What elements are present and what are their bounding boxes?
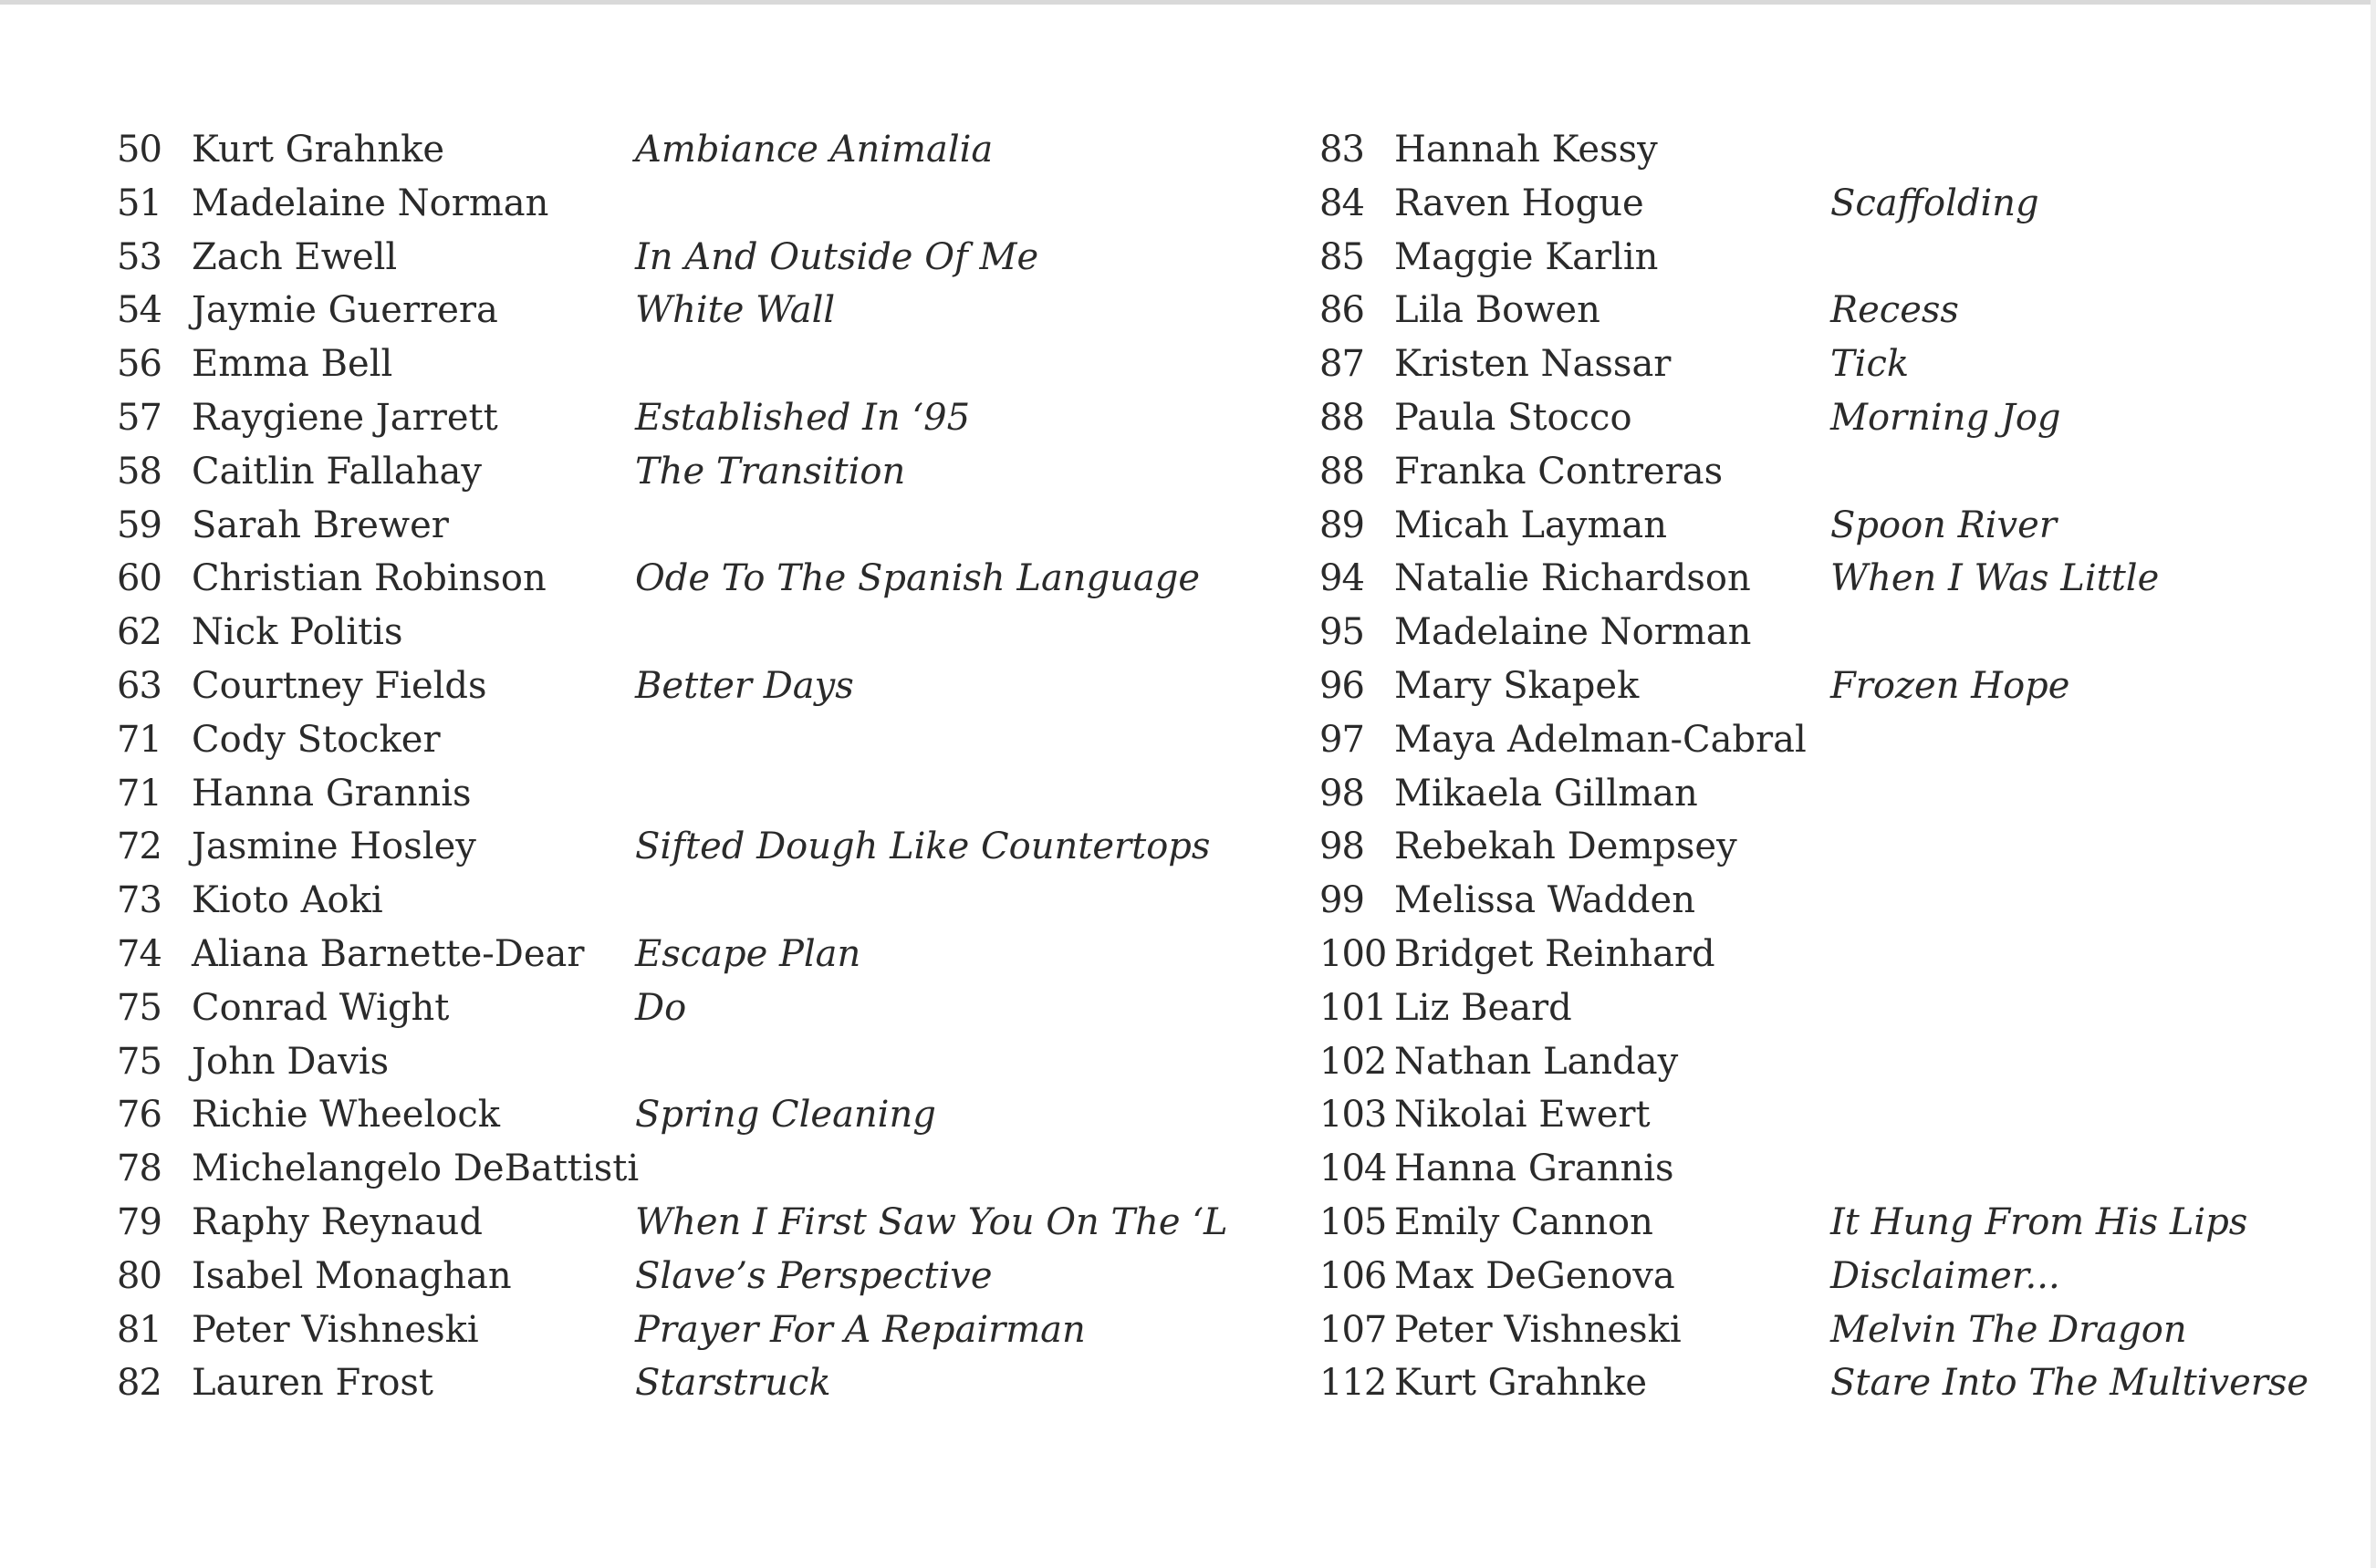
author-name: Caitlin Fallahay [192,450,482,493]
page-number: 56 [117,343,162,386]
author-name: Kurt Grahnke [192,129,445,171]
page-number: 98 [1319,826,1364,868]
page-number: 79 [117,1200,162,1243]
page-number: 72 [117,826,162,868]
page-number: 85 [1319,235,1364,278]
work-title: Tick [1830,343,1910,386]
work-title: Slave’s Perspective [635,1254,993,1297]
page-number: 98 [1319,772,1364,815]
author-name: Emily Cannon [1394,1200,1653,1243]
page-number: 95 [1319,611,1364,654]
page-number: 105 [1319,1200,1387,1243]
page-number: 81 [117,1308,162,1351]
author-name: Hanna Grannis [192,772,472,815]
author-name: Isabel Monaghan [192,1254,512,1297]
work-title: Spring Cleaning [635,1094,936,1137]
author-name: Emma Bell [192,343,393,386]
page-number: 53 [117,235,162,278]
top-scan-edge [0,0,2376,5]
author-name: Liz Beard [1394,986,1572,1029]
page-number: 97 [1319,718,1364,761]
page-number: 84 [1319,182,1364,224]
page-number: 112 [1319,1362,1387,1405]
page-number: 57 [117,396,162,439]
author-name: Maggie Karlin [1394,235,1659,278]
author-name: Nikolai Ewert [1394,1094,1651,1137]
author-name: Christian Robinson [192,557,547,600]
page-number: 75 [117,1040,162,1083]
page-number: 74 [117,932,162,975]
author-name: Cody Stocker [192,718,441,761]
author-name: Conrad Wight [192,986,450,1029]
work-title: Melvin The Dragon [1830,1308,2187,1351]
work-title: Stare Into The Multiverse [1830,1362,2309,1405]
author-name: Mikaela Gillman [1394,772,1698,815]
work-title: Frozen Hope [1830,664,2070,707]
work-title: In And Outside Of Me [635,235,1039,278]
author-name: Kristen Nassar [1394,343,1672,386]
work-title: Better Days [635,664,854,707]
work-title: Sifted Dough Like Countertops [635,826,1211,868]
author-name: Rebekah Dempsey [1394,826,1737,868]
author-name: Maya Adelman-Cabral [1394,718,1807,761]
page-number: 101 [1319,986,1387,1029]
work-title: Morning Jog [1830,396,2061,439]
page-number: 62 [117,611,162,654]
author-name: Paula Stocco [1394,396,1632,439]
page-number: 63 [117,664,162,707]
work-title: When I First Saw You On The ‘L [635,1200,1228,1243]
work-title: White Wall [635,289,836,332]
author-name: Lauren Frost [192,1362,433,1405]
work-title: Starstruck [635,1362,831,1405]
page-number: 54 [117,289,162,332]
author-name: Max DeGenova [1394,1254,1675,1297]
work-title: Spoon River [1830,504,2057,546]
work-title: Established In ‘95 [635,396,971,439]
right-scan-edge [2371,0,2376,1568]
author-name: Kurt Grahnke [1394,1362,1648,1405]
page-number: 50 [117,129,162,171]
work-title: When I Was Little [1830,557,2160,600]
work-title: The Transition [635,450,906,493]
page-number: 89 [1319,504,1364,546]
author-name: Raygiene Jarrett [192,396,498,439]
author-name: Micah Layman [1394,504,1668,546]
page-number: 51 [117,182,162,224]
author-name: Franka Contreras [1394,450,1724,493]
page-number: 103 [1319,1094,1387,1137]
author-name: Kioto Aoki [192,879,383,922]
page-number: 104 [1319,1147,1387,1190]
author-name: Michelangelo DeBattisti [192,1147,640,1190]
author-name: Nathan Landay [1394,1040,1679,1083]
page-number: 78 [117,1147,162,1190]
work-title: Escape Plan [635,932,861,975]
work-title: Prayer For A Repairman [635,1308,1086,1351]
author-name: Jasmine Hosley [192,826,476,868]
page-number: 107 [1319,1308,1387,1351]
author-name: Raven Hogue [1394,182,1644,224]
work-title: Ambiance Animalia [635,129,994,171]
page-number: 96 [1319,664,1364,707]
author-name: Natalie Richardson [1394,557,1751,600]
author-name: Richie Wheelock [192,1094,500,1137]
page-number: 83 [1319,129,1364,171]
author-name: Mary Skapek [1394,664,1640,707]
author-name: John Davis [192,1040,390,1083]
work-title: Do [635,986,687,1029]
author-name: Bridget Reinhard [1394,932,1715,975]
work-title: Disclaimer... [1830,1254,2060,1297]
author-name: Zach Ewell [192,235,398,278]
page-number: 86 [1319,289,1364,332]
page-number: 88 [1319,450,1364,493]
author-name: Aliana Barnette-Dear [192,932,585,975]
work-title: Recess [1830,289,1959,332]
work-title: Scaffolding [1830,182,2039,224]
author-name: Melissa Wadden [1394,879,1695,922]
author-name: Hannah Kessy [1394,129,1658,171]
page-number: 88 [1319,396,1364,439]
author-name: Hanna Grannis [1394,1147,1674,1190]
page-number: 71 [117,772,162,815]
page-number: 73 [117,879,162,922]
page-number: 94 [1319,557,1364,600]
page-number: 99 [1319,879,1364,922]
author-name: Madelaine Norman [1394,611,1752,654]
page-number: 82 [117,1362,162,1405]
page-number: 58 [117,450,162,493]
work-title: It Hung From His Lips [1830,1200,2248,1243]
page-number: 75 [117,986,162,1029]
work-title: Ode To The Spanish Language [635,557,1201,600]
author-name: Raphy Reynaud [192,1200,483,1243]
author-name: Madelaine Norman [192,182,549,224]
page-number: 87 [1319,343,1364,386]
page-number: 71 [117,718,162,761]
page-number: 106 [1319,1254,1387,1297]
author-name: Nick Politis [192,611,403,654]
page-number: 76 [117,1094,162,1137]
page-number: 60 [117,557,162,600]
page-number: 102 [1319,1040,1387,1083]
page-number: 100 [1319,932,1387,975]
author-name: Sarah Brewer [192,504,449,546]
author-name: Peter Vishneski [192,1308,479,1351]
author-name: Courtney Fields [192,664,487,707]
author-name: Jaymie Guerrera [192,289,498,332]
author-name: Peter Vishneski [1394,1308,1682,1351]
page-number: 59 [117,504,162,546]
page-number: 80 [117,1254,162,1297]
author-name: Lila Bowen [1394,289,1600,332]
